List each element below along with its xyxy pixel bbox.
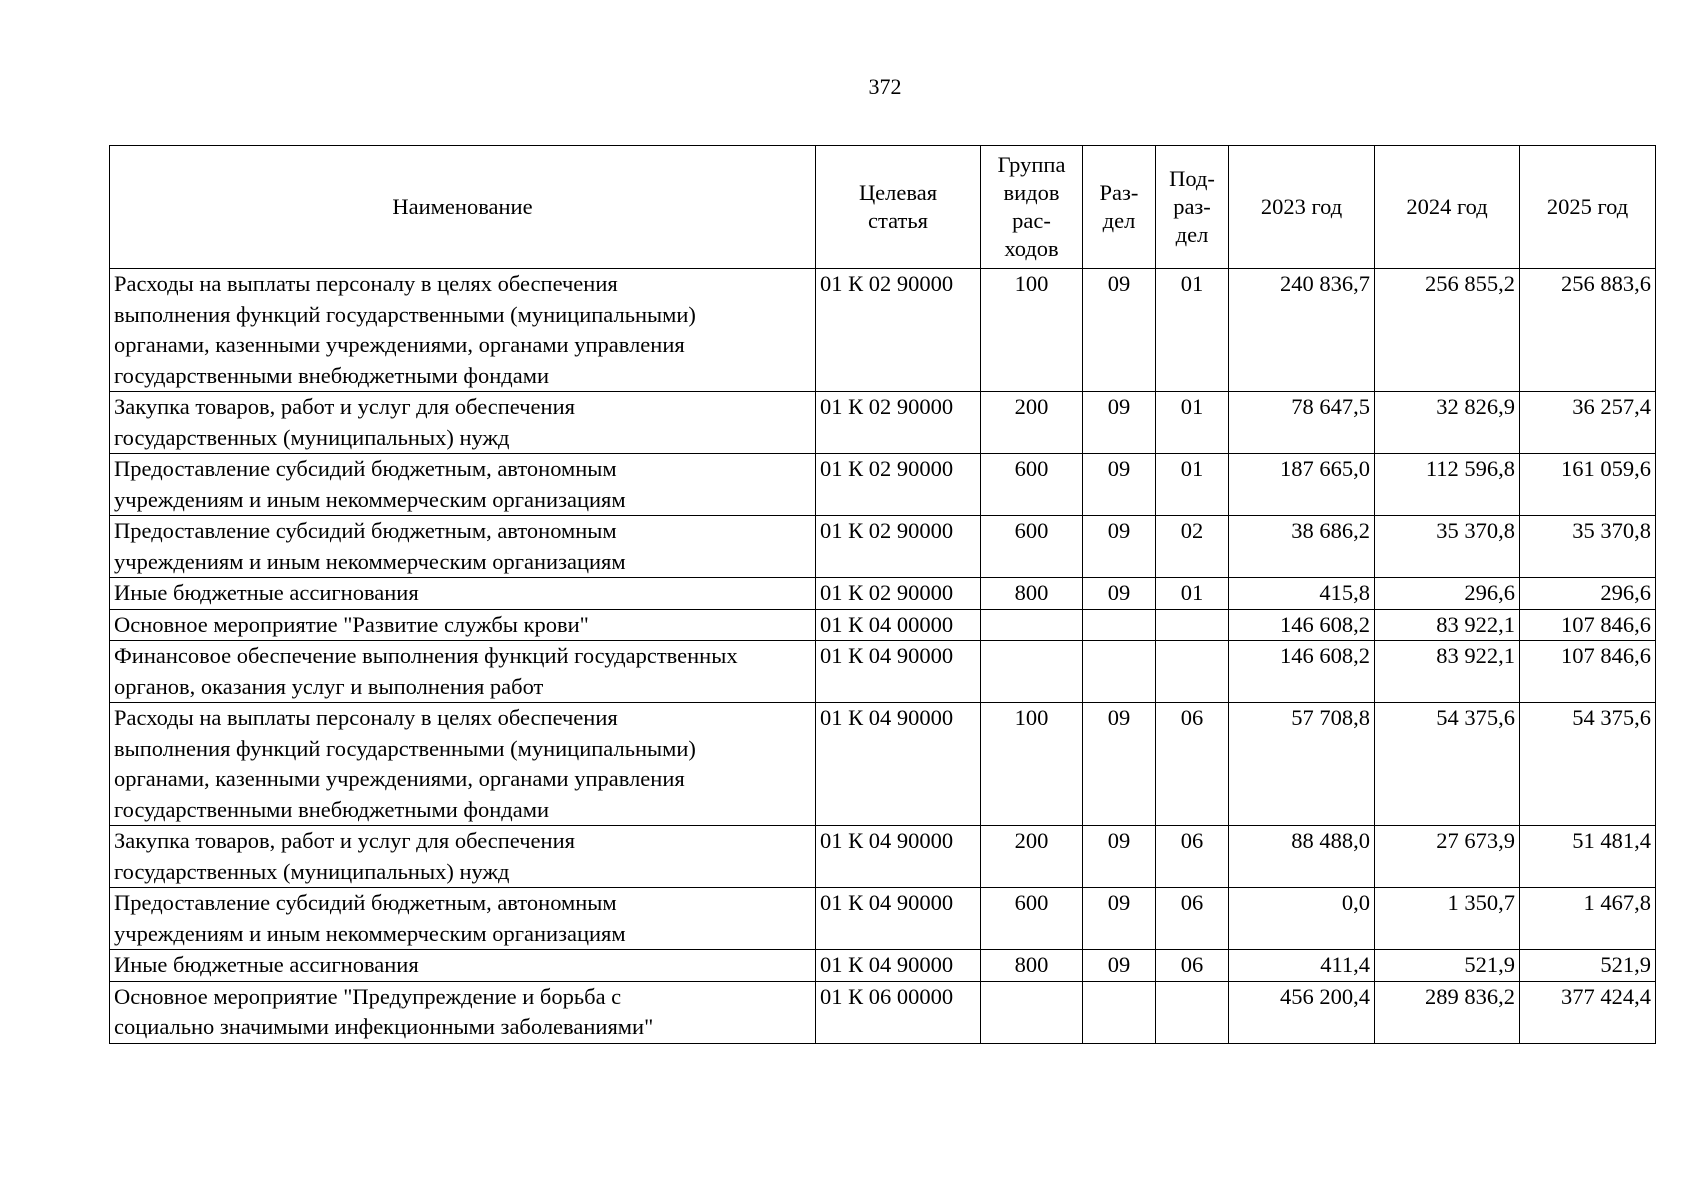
cell-year-2024: 256 855,2	[1375, 269, 1520, 392]
table-row	[110, 950, 1656, 982]
cell-expense-group: 100	[981, 269, 1083, 392]
cell-expense-group	[981, 641, 1083, 703]
table-row	[110, 454, 1656, 516]
cell-subsection: 01	[1156, 454, 1229, 516]
header-row	[110, 146, 1656, 269]
cell-name: Предоставление субсидий бюджетным, автономным учреждениям и иным некоммерческим организациям	[110, 516, 816, 578]
cell-year-2025: 51 481,4	[1520, 826, 1656, 888]
cell-subsection: 06	[1156, 826, 1229, 888]
cell-name: Расходы на выплаты персоналу в целях обеспечения выполнения функций государственными (муниципальными) органами, казенными учреждениями, органами управления государственными внебюджетными фондами	[110, 269, 816, 392]
cell-section: 09	[1083, 703, 1156, 826]
header-section: Раз- дел	[1083, 146, 1156, 269]
header-target-article: Целевая статья	[816, 146, 981, 269]
cell-target-article: 01 К 02 90000	[816, 454, 981, 516]
table-row	[110, 826, 1656, 888]
cell-year-2025: 1 467,8	[1520, 888, 1656, 950]
cell-year-2024: 83 922,1	[1375, 641, 1520, 703]
cell-year-2024: 521,9	[1375, 950, 1520, 982]
cell-year-2025: 36 257,4	[1520, 392, 1656, 454]
cell-section	[1083, 641, 1156, 703]
header-year-2025: 2025 год	[1520, 146, 1656, 269]
cell-section: 09	[1083, 826, 1156, 888]
cell-name: Предоставление субсидий бюджетным, автономным учреждениям и иным некоммерческим организациям	[110, 888, 816, 950]
cell-subsection: 01	[1156, 392, 1229, 454]
cell-section	[1083, 609, 1156, 641]
cell-subsection: 06	[1156, 888, 1229, 950]
cell-year-2024: 35 370,8	[1375, 516, 1520, 578]
page-number: 372	[868, 74, 902, 99]
table-row	[110, 578, 1656, 610]
cell-year-2023: 146 608,2	[1229, 641, 1375, 703]
header-year-2023: 2023 год	[1229, 146, 1375, 269]
budget-table	[109, 145, 1656, 1044]
cell-subsection	[1156, 641, 1229, 703]
cell-subsection: 01	[1156, 578, 1229, 610]
cell-year-2024: 54 375,6	[1375, 703, 1520, 826]
cell-subsection	[1156, 981, 1229, 1043]
cell-name: Расходы на выплаты персоналу в целях обеспечения выполнения функций государственными (муниципальными) органами, казенными учреждениями, органами управления государственными внебюджетными фондами	[110, 703, 816, 826]
cell-name: Финансовое обеспечение выполнения функций государственных органов, оказания услуг и выполнения работ	[110, 641, 816, 703]
cell-expense-group: 800	[981, 578, 1083, 610]
cell-year-2025: 161 059,6	[1520, 454, 1656, 516]
cell-subsection: 06	[1156, 703, 1229, 826]
cell-year-2023: 411,4	[1229, 950, 1375, 982]
cell-name: Основное мероприятие "Развитие службы крови"	[110, 609, 816, 641]
cell-target-article: 01 К 04 00000	[816, 609, 981, 641]
cell-subsection: 02	[1156, 516, 1229, 578]
cell-expense-group: 200	[981, 826, 1083, 888]
cell-target-article: 01 К 04 90000	[816, 641, 981, 703]
cell-year-2023: 415,8	[1229, 578, 1375, 610]
header-expense-group: Группа видов рас- ходов	[981, 146, 1083, 269]
cell-target-article: 01 К 04 90000	[816, 950, 981, 982]
cell-name: Предоставление субсидий бюджетным, автономным учреждениям и иным некоммерческим организациям	[110, 454, 816, 516]
cell-year-2023: 187 665,0	[1229, 454, 1375, 516]
cell-subsection: 01	[1156, 269, 1229, 392]
cell-name: Иные бюджетные ассигнования	[110, 950, 816, 982]
cell-section: 09	[1083, 269, 1156, 392]
table-row	[110, 641, 1656, 703]
cell-year-2025: 35 370,8	[1520, 516, 1656, 578]
cell-expense-group: 600	[981, 454, 1083, 516]
cell-year-2025: 54 375,6	[1520, 703, 1656, 826]
cell-target-article: 01 К 04 90000	[816, 888, 981, 950]
cell-expense-group	[981, 609, 1083, 641]
table-body	[110, 269, 1656, 1044]
cell-year-2025: 107 846,6	[1520, 641, 1656, 703]
cell-section: 09	[1083, 516, 1156, 578]
cell-year-2023: 0,0	[1229, 888, 1375, 950]
cell-name: Закупка товаров, работ и услуг для обеспечения государственных (муниципальных) нужд	[110, 826, 816, 888]
cell-year-2024: 112 596,8	[1375, 454, 1520, 516]
cell-year-2025: 521,9	[1520, 950, 1656, 982]
cell-expense-group: 800	[981, 950, 1083, 982]
cell-expense-group: 200	[981, 392, 1083, 454]
cell-expense-group: 600	[981, 516, 1083, 578]
cell-name: Иные бюджетные ассигнования	[110, 578, 816, 610]
cell-target-article: 01 К 06 00000	[816, 981, 981, 1043]
cell-subsection	[1156, 609, 1229, 641]
cell-year-2023: 456 200,4	[1229, 981, 1375, 1043]
cell-year-2023: 78 647,5	[1229, 392, 1375, 454]
cell-year-2023: 146 608,2	[1229, 609, 1375, 641]
cell-section: 09	[1083, 888, 1156, 950]
table-row	[110, 392, 1656, 454]
cell-year-2024: 289 836,2	[1375, 981, 1520, 1043]
cell-year-2025: 377 424,4	[1520, 981, 1656, 1043]
cell-year-2024: 296,6	[1375, 578, 1520, 610]
cell-name: Закупка товаров, работ и услуг для обеспечения государственных (муниципальных) нужд	[110, 392, 816, 454]
table-row	[110, 516, 1656, 578]
cell-name: Основное мероприятие "Предупреждение и борьба с социально значимыми инфекционными заболеваниями"	[110, 981, 816, 1043]
cell-year-2025: 296,6	[1520, 578, 1656, 610]
cell-year-2023: 38 686,2	[1229, 516, 1375, 578]
cell-target-article: 01 К 04 90000	[816, 826, 981, 888]
cell-target-article: 01 К 02 90000	[816, 392, 981, 454]
cell-expense-group	[981, 981, 1083, 1043]
cell-section: 09	[1083, 454, 1156, 516]
cell-subsection: 06	[1156, 950, 1229, 982]
cell-target-article: 01 К 02 90000	[816, 578, 981, 610]
cell-year-2025: 107 846,6	[1520, 609, 1656, 641]
cell-year-2024: 27 673,9	[1375, 826, 1520, 888]
header-name: Наименование	[110, 146, 816, 269]
cell-year-2024: 83 922,1	[1375, 609, 1520, 641]
table-row	[110, 981, 1656, 1043]
cell-expense-group: 100	[981, 703, 1083, 826]
cell-year-2024: 32 826,9	[1375, 392, 1520, 454]
cell-target-article: 01 К 04 90000	[816, 703, 981, 826]
cell-year-2023: 240 836,7	[1229, 269, 1375, 392]
table-header	[110, 146, 1656, 269]
cell-target-article: 01 К 02 90000	[816, 269, 981, 392]
header-subsection: Под- раз- дел	[1156, 146, 1229, 269]
table-row	[110, 609, 1656, 641]
cell-target-article: 01 К 02 90000	[816, 516, 981, 578]
cell-year-2023: 57 708,8	[1229, 703, 1375, 826]
cell-year-2024: 1 350,7	[1375, 888, 1520, 950]
table-row	[110, 703, 1656, 826]
cell-expense-group: 600	[981, 888, 1083, 950]
cell-section: 09	[1083, 950, 1156, 982]
table-row	[110, 269, 1656, 392]
cell-section	[1083, 981, 1156, 1043]
cell-year-2023: 88 488,0	[1229, 826, 1375, 888]
cell-section: 09	[1083, 578, 1156, 610]
header-year-2024: 2024 год	[1375, 146, 1520, 269]
table-row	[110, 888, 1656, 950]
cell-section: 09	[1083, 392, 1156, 454]
cell-year-2025: 256 883,6	[1520, 269, 1656, 392]
